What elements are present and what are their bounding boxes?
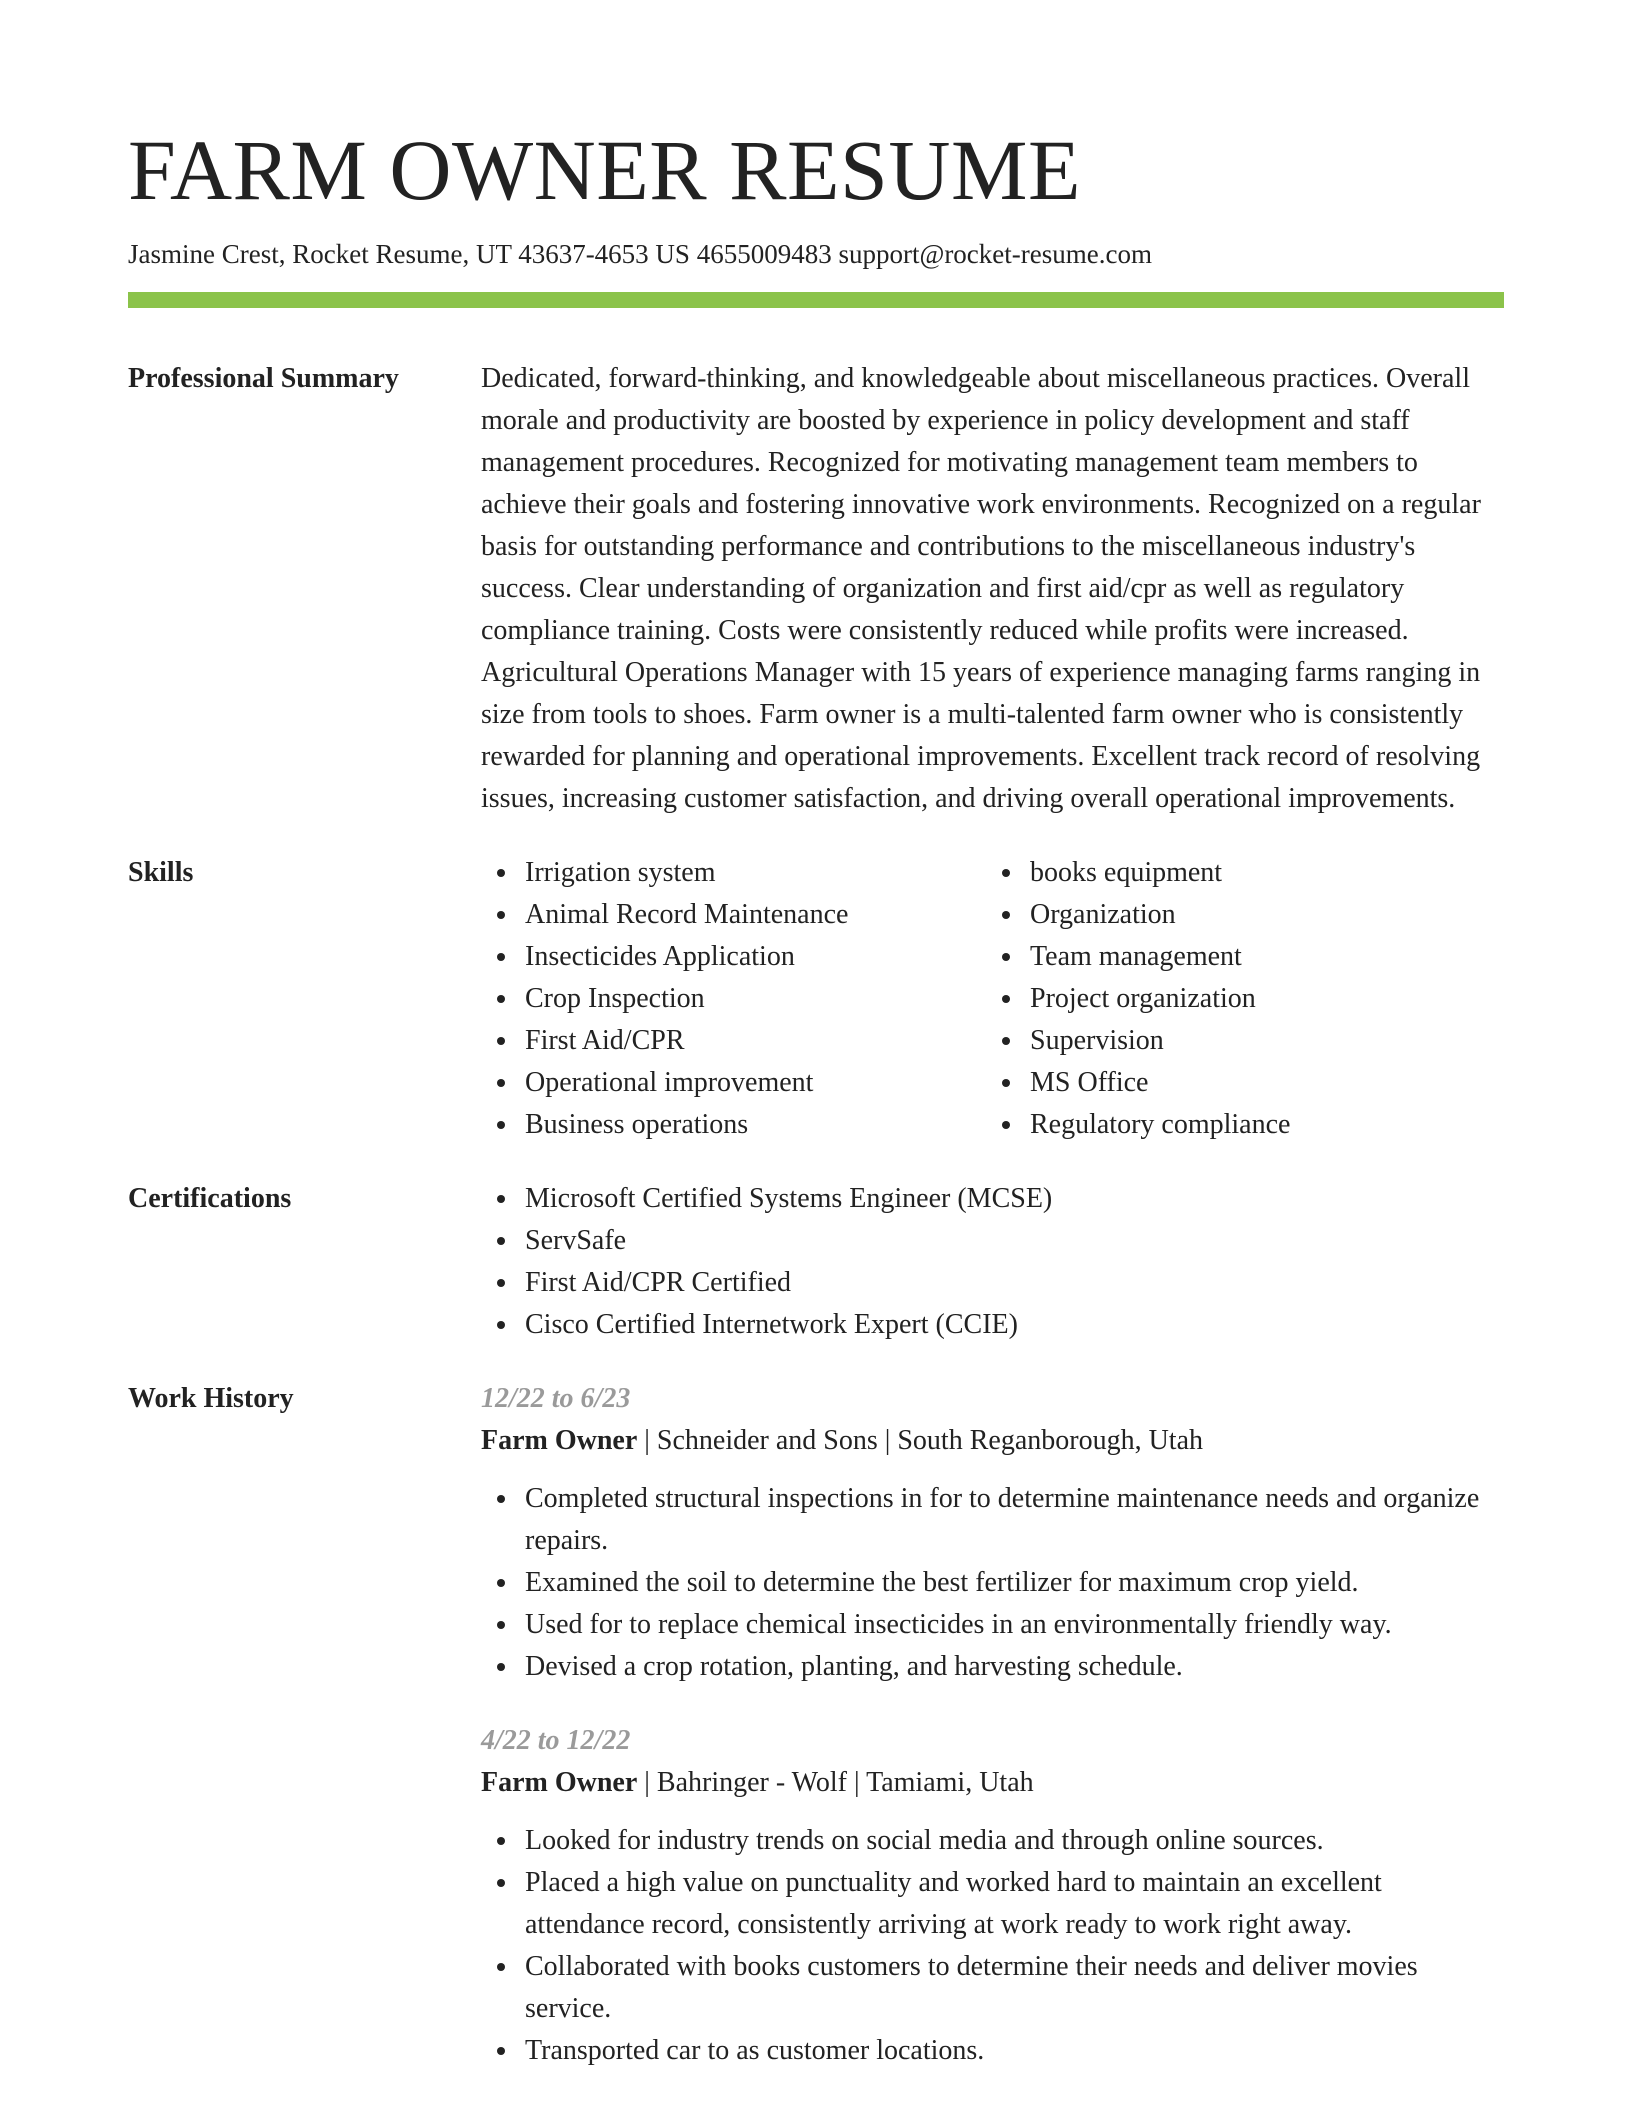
certifications-body — [481, 1178, 1504, 1346]
section-professional-summary — [128, 358, 1504, 820]
skills-list-right — [986, 852, 1491, 1146]
job-dates: 12/22 to 6/23 — [481, 1383, 631, 1414]
job-details: | Bahringer - Wolf | Tamiami, Utah — [637, 1767, 1034, 1798]
skill-item: Crop Inspection — [481, 978, 986, 1020]
resume-title: FARM OWNER RESUME — [128, 122, 1081, 218]
skill-item: Business operations — [481, 1104, 986, 1146]
section-skills — [128, 852, 1504, 1146]
job-bullet: Devised a crop rotation, planting, and harvesting schedule. — [481, 1646, 1504, 1688]
job-entry — [481, 1720, 1504, 2072]
header-divider — [128, 292, 1504, 308]
job-title: Farm Owner — [481, 1425, 638, 1456]
certification-item: First Aid/CPR Certified — [481, 1262, 1504, 1304]
section-label: Professional Summary — [128, 363, 399, 394]
certification-item: Microsoft Certified Systems Engineer (MCSE) — [481, 1178, 1504, 1220]
certification-item: Cisco Certified Internetwork Expert (CCIE) — [481, 1304, 1504, 1346]
skills-list-left — [481, 852, 986, 1146]
job-bullet: Completed structural inspections in for to determine maintenance needs and organize repairs. — [481, 1478, 1504, 1562]
section-label: Skills — [128, 857, 194, 888]
section-certifications — [128, 1178, 1504, 1346]
skill-item: books equipment — [986, 852, 1491, 894]
job-dates: 4/22 to 12/22 — [481, 1725, 631, 1756]
skill-item: Animal Record Maintenance — [481, 894, 986, 936]
job-bullet: Transported car to as customer locations. — [481, 2030, 1504, 2072]
job-bullet: Examined the soil to determine the best fertilizer for maximum crop yield. — [481, 1562, 1504, 1604]
skill-item: First Aid/CPR — [481, 1020, 986, 1062]
skill-item: Irrigation system — [481, 852, 986, 894]
job-bullets — [481, 1820, 1504, 2072]
skill-item: MS Office — [986, 1062, 1491, 1104]
skill-item: Insecticides Application — [481, 936, 986, 978]
skill-item: Organization — [986, 894, 1491, 936]
skills-grid — [481, 852, 1504, 1146]
certifications-list — [481, 1178, 1504, 1346]
job-heading — [481, 1762, 1504, 1804]
section-work-history — [128, 1378, 1504, 2072]
job-bullet: Collaborated with books customers to determine their needs and deliver movies service. — [481, 1946, 1504, 2030]
job-heading — [481, 1420, 1504, 1462]
job-bullets — [481, 1478, 1504, 1688]
job-title: Farm Owner — [481, 1767, 638, 1798]
job-bullet: Looked for industry trends on social media and through online sources. — [481, 1820, 1504, 1862]
job-bullet: Placed a high value on punctuality and worked hard to maintain an excellent attendance record, consistently arriving at work ready to work right away. — [481, 1862, 1504, 1946]
section-label: Certifications — [128, 1183, 292, 1214]
skill-item: Regulatory compliance — [986, 1104, 1491, 1146]
skill-item: Team management — [986, 936, 1491, 978]
section-label: Work History — [128, 1383, 294, 1414]
summary-text: Dedicated, forward-thinking, and knowledgeable about miscellaneous practices. Overall morale and productivity are boosted by experience in policy development and staff management procedures. Recognized for motivating management team members to achieve their goals and fostering innovative work environments. Recognized on a regular basis for outstanding performance and contributions to the miscellaneous industry's success. Clear understanding of organization and first aid/cpr as well as regulatory compliance training. Costs were consistently reduced while profits were increased. Agricultural Operations Manager with 15 years of experience managing farms ranging in size from tools to shoes. Farm owner is a multi-talented farm owner who is consistently rewarded for planning and operational improvements. Excellent track record of resolving issues, increasing customer satisfaction, and driving overall operational improvements. — [481, 363, 1481, 814]
job-details: | Schneider and Sons | South Reganborough, Utah — [637, 1425, 1203, 1456]
job-entry — [481, 1378, 1504, 1688]
contact-line: Jasmine Crest, Rocket Resume, UT 43637-4653 US 4655009483 support@rocket-resume.com — [128, 239, 1152, 269]
certification-item: ServSafe — [481, 1220, 1504, 1262]
job-bullet: Used for to replace chemical insecticides in an environmentally friendly way. — [481, 1604, 1504, 1646]
skill-item: Supervision — [986, 1020, 1491, 1062]
skill-item: Operational improvement — [481, 1062, 986, 1104]
work-history-body — [481, 1378, 1504, 2072]
skill-item: Project organization — [986, 978, 1491, 1020]
